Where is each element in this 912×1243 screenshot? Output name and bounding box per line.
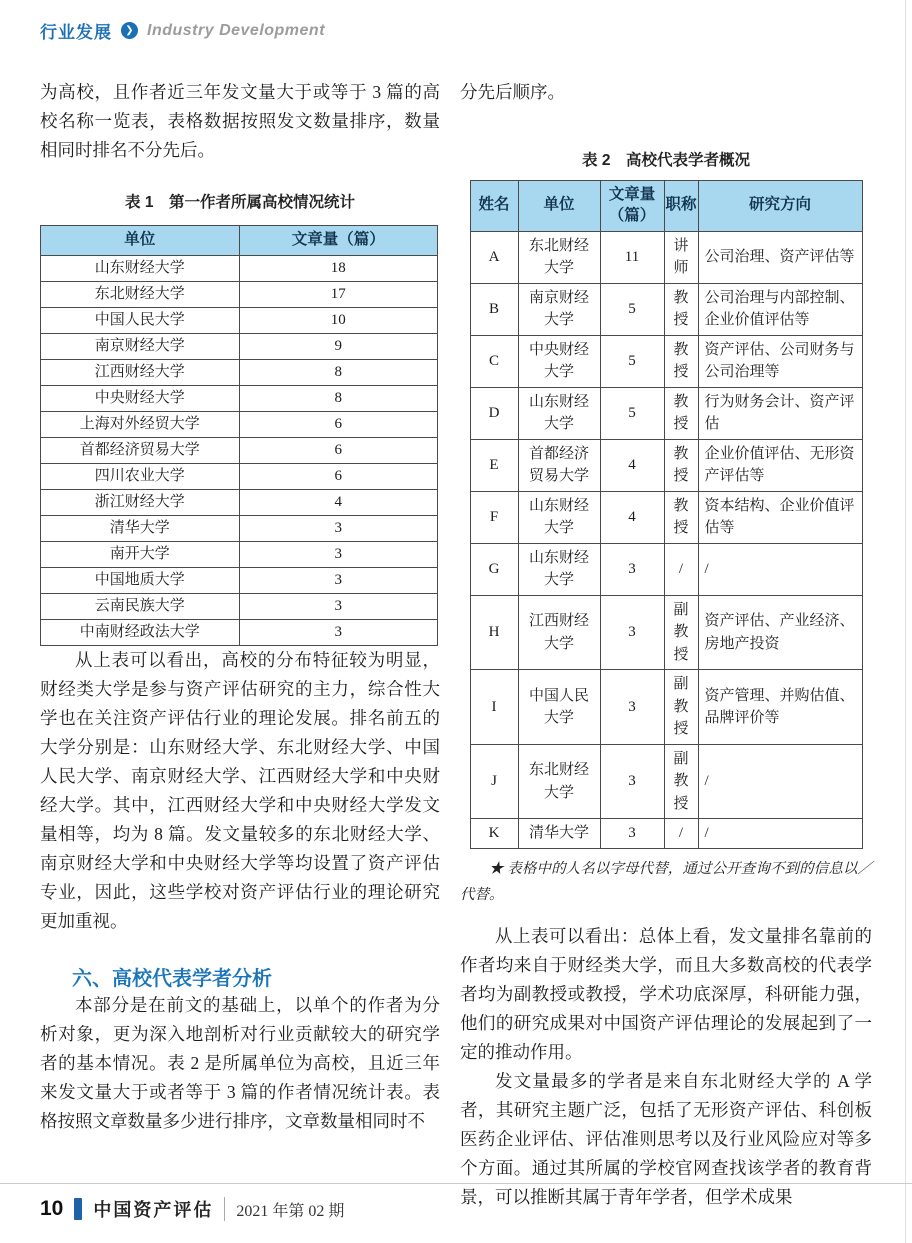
table-cell: 5	[600, 335, 664, 387]
column-header: 单位	[41, 226, 240, 256]
table-cell: 云南民族大学	[41, 593, 240, 619]
table-cell: 4	[600, 439, 664, 491]
table-cell: A	[470, 231, 518, 283]
table-row	[470, 595, 862, 670]
table-cell: 江西财经大学	[41, 359, 240, 385]
table-cell: 浙江财经大学	[41, 489, 240, 515]
table-cell: 中国人民大学	[518, 670, 600, 745]
table-cell: 6	[239, 463, 438, 489]
table-header-row	[41, 226, 438, 256]
table-row	[41, 281, 438, 307]
table-row	[470, 491, 862, 543]
table-cell: D	[470, 387, 518, 439]
table-row	[470, 819, 862, 849]
table-cell: 东北财经大学	[518, 744, 600, 819]
table1-caption: 表 1 第一作者所属高校情况统计	[125, 194, 355, 211]
table-cell: 山东财经大学	[518, 491, 600, 543]
table-cell: 8	[239, 385, 438, 411]
table-cell: K	[470, 819, 518, 849]
paragraph: 为高校，且作者近三年发文量大于或等于 3 篇的高校名称一览表，表格数据按照发文数量排序，数量相同时排名不分先后。	[40, 82, 440, 160]
table-cell: 企业价值评估、无形资产评估等	[698, 439, 862, 491]
table-row	[470, 387, 862, 439]
column-header: 单位	[518, 181, 600, 232]
table-row	[41, 385, 438, 411]
table-cell: 清华大学	[41, 515, 240, 541]
footer-divider-line	[0, 1183, 912, 1184]
table-row	[41, 255, 438, 281]
chevron-right-circle-icon: ❯	[121, 22, 138, 39]
table-cell: 南京财经大学	[518, 283, 600, 335]
table-footnote: ★ 表格中的人名以字母代替，通过公开查询不到的信息以／代替。	[460, 860, 872, 903]
table-cell: 17	[239, 281, 438, 307]
footer-vertical-divider	[224, 1197, 225, 1221]
table-cell: 四川农业大学	[41, 463, 240, 489]
table-row	[41, 307, 438, 333]
table-cell: 东北财经大学	[41, 281, 240, 307]
table-cell: 3	[239, 515, 438, 541]
table-cell: 南京财经大学	[41, 333, 240, 359]
table-cell: 讲师	[664, 231, 698, 283]
table-cell: 教授	[664, 491, 698, 543]
table-cell: 教授	[664, 335, 698, 387]
table-cell: /	[664, 543, 698, 595]
table-cell: 中央财经大学	[41, 385, 240, 411]
table-cell: /	[698, 744, 862, 819]
table-cell: 公司治理与内部控制、企业价值评估等	[698, 283, 862, 335]
table-cell: B	[470, 283, 518, 335]
table-cell: 副教授	[664, 595, 698, 670]
table-cell: 上海对外经贸大学	[41, 411, 240, 437]
table-cell: E	[470, 439, 518, 491]
table-row	[41, 437, 438, 463]
table-cell: 3	[600, 595, 664, 670]
table-cell: 3	[239, 619, 438, 645]
table-row	[470, 744, 862, 819]
table-cell: 资本结构、企业价值评估等	[698, 491, 862, 543]
table-cell: /	[698, 819, 862, 849]
table-cell: 副教授	[664, 670, 698, 745]
table-cell: J	[470, 744, 518, 819]
table-cell: 清华大学	[518, 819, 600, 849]
table-cell: 首都经济贸易大学	[518, 439, 600, 491]
table-row	[41, 463, 438, 489]
page-edge-line	[905, 0, 906, 1243]
table-row	[41, 333, 438, 359]
paragraph: 本部分是在前文的基础上，以单个的作者为分析对象，更为深入地剖析对行业贡献较大的研究学者的基本情况。表 2 是所属单位为高校，且近三年来发文量大于或者等于 3 篇的作者情况统计表。表格按照文章数量多少进行排序，文章数量相同时不	[40, 994, 440, 1131]
section-header	[40, 18, 325, 43]
table-cell: 行为财务会计、资产评估	[698, 387, 862, 439]
table-cell: 中南财经政法大学	[41, 619, 240, 645]
table-cell: 3	[600, 744, 664, 819]
table-cell: H	[470, 595, 518, 670]
table-cell: F	[470, 491, 518, 543]
table-cell: 山东财经大学	[518, 387, 600, 439]
table-cell: 3	[600, 543, 664, 595]
table-cell: 3	[239, 567, 438, 593]
table-cell: 9	[239, 333, 438, 359]
section-heading: 六、高校代表学者分析	[72, 967, 272, 990]
table-row	[470, 439, 862, 491]
section-title-chinese: 行业发展	[40, 23, 112, 42]
table-row	[470, 543, 862, 595]
table-row	[470, 670, 862, 745]
table-cell: 11	[600, 231, 664, 283]
table-cell: 副教授	[664, 744, 698, 819]
table-cell: /	[664, 819, 698, 849]
table-cell: 4	[600, 491, 664, 543]
section-title-english: Industry Development	[147, 21, 326, 39]
table2-caption: 表 2 高校代表学者概况	[582, 152, 750, 169]
table-cell: 山东财经大学	[518, 543, 600, 595]
table-row	[41, 567, 438, 593]
table-cell: 山东财经大学	[41, 255, 240, 281]
left-column	[40, 78, 440, 1136]
table-header-row	[470, 181, 862, 232]
paragraph: 从上表可以看出，高校的分布特征较为明显，财经类大学是参与资产评估研究的主力，综合性大学也在关注资产评估行业的理论发展。排名前五的大学分别是：山东财经大学、东北财经大学、中国人民大学、南京财经大学、江西财经大学和中央财经大学。其中，江西财经大学和中央财经大学发文量相等，均为 8 篇。发文量较多的东北财经大学、南京财经大学和中央财经大学等均设置了资产评估专业，因此，这些学校对资产评估行业的理论研究更加重视。	[40, 649, 440, 931]
table-cell: I	[470, 670, 518, 745]
table-cell: 8	[239, 359, 438, 385]
page-number: 10	[40, 1197, 64, 1220]
footer-accent-bar	[74, 1198, 82, 1220]
table-cell: 3	[239, 593, 438, 619]
table-cell: 4	[239, 489, 438, 515]
table-row	[41, 593, 438, 619]
table-cell: 教授	[664, 439, 698, 491]
table-cell: C	[470, 335, 518, 387]
table-cell: /	[698, 543, 862, 595]
paragraph: 发文量最多的学者是来自东北财经大学的 A 学者，其研究主题广泛，包括了无形资产评估、科创板医药企业评估、评估准则思考以及行业风险应对等多个方面。通过其所属的学校官网查找该学者的教育背景，可以推断其属于青年学者，但学术成果	[460, 1071, 872, 1208]
table-cell: 6	[239, 411, 438, 437]
column-header: 研究方向	[698, 181, 862, 232]
table-row	[470, 283, 862, 335]
table-cell: 江西财经大学	[518, 595, 600, 670]
table-cell: 3	[600, 670, 664, 745]
page-footer	[40, 1196, 344, 1222]
table-cell: 10	[239, 307, 438, 333]
table-row	[41, 411, 438, 437]
table-cell: 3	[600, 819, 664, 849]
table-cell: 资产评估、产业经济、房地产投资	[698, 595, 862, 670]
column-header: 姓名	[470, 181, 518, 232]
table-cell: G	[470, 543, 518, 595]
table-cell: 6	[239, 437, 438, 463]
table-row	[470, 231, 862, 283]
table-cell: 教授	[664, 387, 698, 439]
table-cell: 首都经济贸易大学	[41, 437, 240, 463]
column-header: 文章量（篇）	[600, 181, 664, 232]
paragraph: 分先后顺序。	[460, 82, 565, 102]
column-header: 职称	[664, 181, 698, 232]
table-scholars	[470, 180, 863, 849]
table-row	[41, 489, 438, 515]
table-cell: 南开大学	[41, 541, 240, 567]
table-row	[41, 619, 438, 645]
table-cell: 资产管理、并购估值、品牌评价等	[698, 670, 862, 745]
table-cell: 5	[600, 283, 664, 335]
table-row	[41, 515, 438, 541]
table-cell: 资产评估、公司财务与公司治理等	[698, 335, 862, 387]
table-cell: 5	[600, 387, 664, 439]
table-cell: 公司治理、资产评估等	[698, 231, 862, 283]
table-cell: 3	[239, 541, 438, 567]
paragraph: 从上表可以看出：总体上看，发文量排名靠前的作者均来自于财经类大学，而且大多数高校的代表学者均为副教授或教授，学术功底深厚，科研能力强，他们的研究成果对中国资产评估理论的发展起到了一定的推动作用。	[460, 926, 872, 1063]
table-cell: 中国地质大学	[41, 567, 240, 593]
journal-name: 中国资产评估	[93, 1200, 214, 1220]
column-header: 文章量（篇）	[239, 226, 438, 256]
table-row	[470, 335, 862, 387]
right-column	[460, 78, 872, 1212]
table-cell: 中央财经大学	[518, 335, 600, 387]
table-row	[41, 541, 438, 567]
table-cell: 东北财经大学	[518, 231, 600, 283]
table-cell: 中国人民大学	[41, 307, 240, 333]
journal-issue: 2021 年第 02 期	[236, 1202, 345, 1220]
table-universities	[40, 225, 438, 646]
table-cell: 18	[239, 255, 438, 281]
table-row	[41, 359, 438, 385]
table-cell: 教授	[664, 283, 698, 335]
